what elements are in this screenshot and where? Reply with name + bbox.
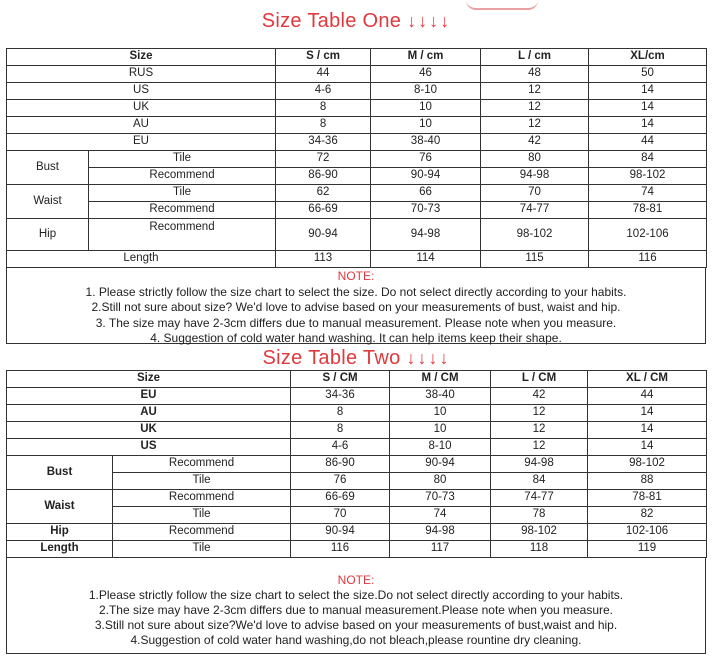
header-xl: XL/cm [589,49,707,66]
note-line: 1. Please strictly follow the size chart to select the size. Do not select directly according to your habits. [85,284,627,299]
sub-label: Tile [89,185,276,202]
cell: 80 [390,473,491,490]
cell: 102-106 [588,524,707,541]
size-table-one-title [0,10,713,33]
table-row [7,66,707,83]
cell: 12 [481,83,589,100]
cell: 38-40 [390,388,491,405]
sub-label: Tile [113,507,291,524]
title-text: Size Table One [261,10,402,32]
table-row [7,422,707,439]
cell: 70-73 [371,202,481,219]
cell: 78-81 [588,490,707,507]
cell: 12 [491,405,588,422]
cell: 90-94 [390,456,491,473]
cell: 12 [491,439,588,456]
table-row [7,524,707,541]
note-line: 2.Still not sure about size? We'd love to advise based on your measurements of bust, waist and hip. [91,300,621,314]
note-title: NOTE: [337,269,375,283]
cell: 14 [588,405,707,422]
cell: 8 [276,117,371,134]
table-row [7,490,707,507]
table-row [7,388,707,405]
cell: 12 [481,100,589,117]
cell: 14 [589,100,707,117]
cell: 90-94 [291,524,390,541]
cell: 42 [481,134,589,151]
cell: 86-90 [291,456,390,473]
table-row [7,168,707,185]
cell: 70 [481,185,589,202]
header-size: Size [7,371,291,388]
cell: 70 [291,507,390,524]
cell: 44 [589,134,707,151]
cell: 98-102 [481,219,589,251]
note-line: 2.The size may have 2-3cm differs due to manual measurement.Please note when you measure. [98,603,614,617]
cell: 8-10 [371,83,481,100]
cell: 66 [371,185,481,202]
cell: 113 [276,251,371,268]
cell: 118 [491,541,588,558]
cell: 66-69 [291,490,390,507]
cell: 50 [589,66,707,83]
title-text: Size Table Two [262,347,401,369]
cell: 44 [588,388,707,405]
cell: 10 [390,405,491,422]
header-m: M / CM [390,371,491,388]
hip-label: Hip [7,219,89,251]
cell: 82 [588,507,707,524]
table-header-row [7,371,707,388]
row-label: UK [7,422,291,439]
note-line: 3. The size may have 2-3cm differs due to manual measurement. Please note when you measure. [95,315,617,330]
note-box-one [6,268,706,344]
length-label: Length [7,251,276,268]
decorative-lace-edge [466,0,538,10]
table-row [7,151,707,168]
cell: 8 [291,422,390,439]
cell: 88 [588,473,707,490]
cell: 10 [390,422,491,439]
cell: 74 [390,507,491,524]
row-label: AU [7,405,291,422]
sub-label: Recommend [89,202,276,219]
cell: 72 [276,151,371,168]
cell: 74-77 [491,490,588,507]
sub-label: Recommend [113,524,291,541]
header-l: L / CM [491,371,588,388]
note-line: 3.Still not sure about size?We'd love to advise based on your measurements of bust,waist and hip. [94,618,618,632]
cell: 94-98 [491,456,588,473]
note-box-two [6,557,706,654]
cell: 84 [491,473,588,490]
table-header-row [7,49,707,66]
table-row [7,541,707,558]
size-table-one [6,48,707,268]
cell: 116 [589,251,707,268]
cell: 14 [589,117,707,134]
size-table-two-title [0,347,713,370]
hip-label: Hip [7,524,113,541]
table-row [7,117,707,134]
cell: 114 [371,251,481,268]
cell: 80 [481,151,589,168]
cell: 48 [481,66,589,83]
cell: 66-69 [276,202,371,219]
table-row [7,100,707,117]
cell: 94-98 [481,168,589,185]
table-row [7,134,707,151]
row-label: AU [7,117,276,134]
down-arrows-icon: ↓↓↓↓ [407,11,452,31]
cell: 70-73 [390,490,491,507]
cell: 34-36 [291,388,390,405]
waist-label: Waist [7,185,89,219]
cell: 14 [588,422,707,439]
table-row [7,439,707,456]
row-label: RUS [7,66,276,83]
header-l: L / cm [481,49,589,66]
cell: 98-102 [491,524,588,541]
row-label: EU [7,134,276,151]
sub-label: Recommend [89,168,276,185]
note-line: 4.Suggestion of cold water hand washing,do not bleach,please rountine dry cleaning. [130,633,582,647]
header-s: S / CM [291,371,390,388]
sub-label: Recommend [113,490,291,507]
table-row [7,83,707,100]
row-label: US [7,439,291,456]
bust-label: Bust [7,456,113,490]
waist-label: Waist [7,490,113,524]
header-xl: XL / CM [588,371,707,388]
cell: 84 [589,151,707,168]
cell: 12 [481,117,589,134]
header-size: Size [7,49,276,66]
cell: 98-102 [589,168,707,185]
row-label: UK [7,100,276,117]
size-table-two [6,370,707,558]
cell: 117 [390,541,491,558]
row-label: US [7,83,276,100]
cell: 4-6 [276,83,371,100]
cell: 12 [491,422,588,439]
cell: 116 [291,541,390,558]
bust-label: Bust [7,151,89,185]
cell: 10 [371,117,481,134]
sub-label: Tile [113,541,291,558]
sub-label: Tile [89,151,276,168]
cell: 14 [589,83,707,100]
cell: 76 [371,151,481,168]
cell: 8-10 [390,439,491,456]
cell: 44 [276,66,371,83]
cell: 90-94 [371,168,481,185]
row-label: EU [7,388,291,405]
cell: 98-102 [588,456,707,473]
cell: 10 [371,100,481,117]
note-line: 4. Suggestion of cold water hand washing. It can help items keep their shape. [150,331,562,345]
cell: 86-90 [276,168,371,185]
length-label: Length [7,541,113,558]
cell: 8 [291,405,390,422]
cell: 34-36 [276,134,371,151]
down-arrows-icon: ↓↓↓↓ [406,348,451,368]
cell: 78 [491,507,588,524]
cell: 4-6 [291,439,390,456]
cell: 90-94 [276,219,371,251]
cell: 76 [291,473,390,490]
note-title: NOTE: [337,573,375,587]
cell: 62 [276,185,371,202]
sub-label: Tile [113,473,291,490]
cell: 74 [589,185,707,202]
cell: 94-98 [371,219,481,251]
cell: 102-106 [589,219,707,251]
cell: 78-81 [589,202,707,219]
cell: 38-40 [371,134,481,151]
note-line: 1.Please strictly follow the size chart to select the size.Do not select directly according to your habits. [88,588,624,602]
cell: 115 [481,251,589,268]
cell: 14 [588,439,707,456]
header-s: S / cm [276,49,371,66]
table-row [7,405,707,422]
cell: 119 [588,541,707,558]
cell: 74-77 [481,202,589,219]
header-m: M / cm [371,49,481,66]
sub-label: Recommend [89,219,276,251]
table-row [7,219,707,251]
cell: 46 [371,66,481,83]
sub-label: Recommend [113,456,291,473]
table-row [7,185,707,202]
cell: 94-98 [390,524,491,541]
table-row [7,456,707,473]
table-row [7,251,707,268]
table-row [7,202,707,219]
cell: 8 [276,100,371,117]
cell: 42 [491,388,588,405]
